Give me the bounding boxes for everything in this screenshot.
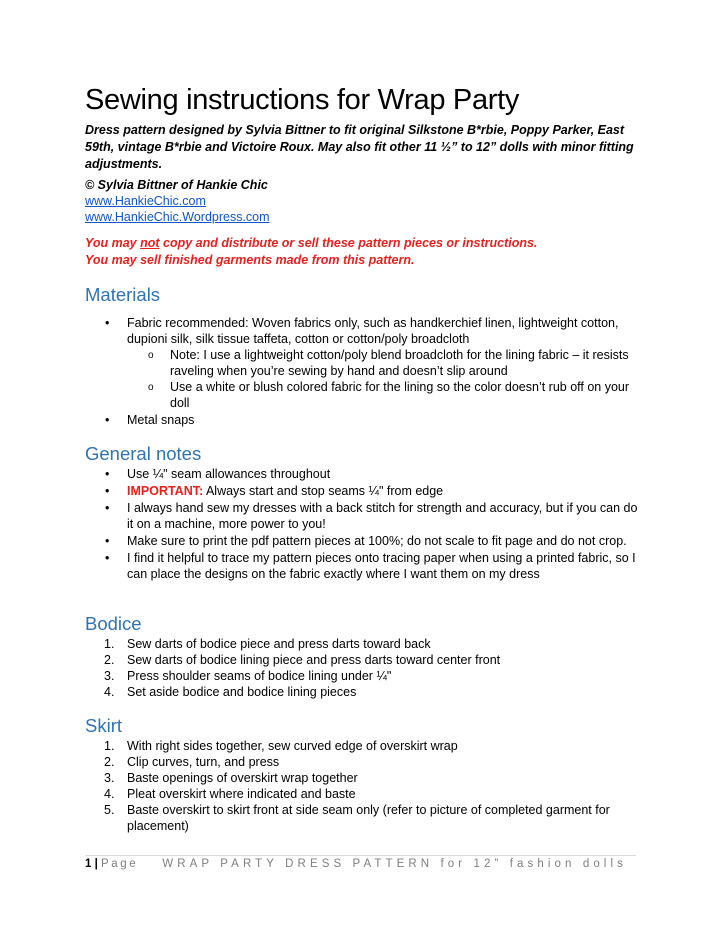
list-item: 1. Sew darts of bodice piece and press darts toward back	[104, 637, 431, 651]
page-word: Page	[101, 858, 139, 870]
page-number: 1	[85, 858, 92, 870]
bodice-steps	[85, 636, 645, 700]
list-item: • Use ¼" seam allowances throughout	[85, 466, 645, 482]
list-item: 2. Sew darts of bodice lining piece and press darts toward center front	[104, 653, 501, 667]
warning-emphasis: not	[140, 236, 160, 250]
copyright-notice: © Sylvia Bittner of Hankie Chic	[85, 178, 268, 192]
website-link[interactable]: www.HankieChic.com	[85, 194, 206, 208]
copyright-warning	[85, 235, 645, 269]
list-item: 1. With right sides together, sew curved edge of overskirt wrap	[104, 739, 458, 753]
footer-separator: |	[91, 858, 102, 870]
skirt-steps	[85, 738, 645, 834]
list-item: 3. Baste openings of overskirt wrap together	[104, 771, 358, 785]
list-item: o Note: I use a lightweight cotton/poly blend broadcloth for the lining fabric – it resists raveling when you’re sewing by hand and doesn’t slip around	[127, 347, 645, 379]
footer-title: WRAP PARTY DRESS PATTERN for 12” fashion dolls	[162, 858, 627, 870]
list-item: 5. Baste overskirt to skirt front at side seam only (refer to picture of completed garment for placement)	[104, 803, 610, 833]
materials-list	[85, 315, 645, 429]
list-item: • I always hand sew my dresses with a back stitch for strength and accuracy, but if you can do it on a machine, more power to you!	[85, 500, 645, 532]
warning-line-1: You may not copy and distribute or sell these pattern pieces or instructions.	[85, 236, 538, 250]
warning-line-2: You may sell finished garments made from this pattern.	[85, 253, 415, 267]
list-item: o Use a white or blush colored fabric for the lining so the color doesn’t rub off on your doll	[127, 379, 645, 411]
list-item: • Fabric recommended: Woven fabrics only, such as handkerchief linen, lightweight cotton, dupioni silk, silk tissue taffeta, cotton or cotton/poly broadcloth o Note: I use a lightweight cotton/poly blend broadcloth for the lining fabric – it resists raveling when you’re sewing by hand and doesn’t slip around o Use a white or blush colored fabric for the lining so the color doesn’t rub off on your doll	[85, 315, 645, 411]
materials-sublist	[127, 347, 645, 411]
blog-link[interactable]: www.HankieChic.Wordpress.com	[85, 210, 270, 224]
general-notes-list	[85, 466, 645, 583]
list-item: • Metal snaps	[85, 412, 645, 428]
list-item: 2. Clip curves, turn, and press	[104, 755, 280, 769]
footer-divider	[85, 855, 636, 856]
list-item: 4. Set aside bodice and bodice lining pieces	[104, 685, 357, 699]
list-item: • Make sure to print the pdf pattern pieces at 100%; do not scale to fit page and do not crop.	[85, 533, 645, 549]
page-title: Sewing instructions for Wrap Party	[85, 84, 520, 116]
skirt-heading: Skirt	[85, 715, 122, 736]
bodice-heading: Bodice	[85, 613, 142, 634]
page-footer	[85, 858, 627, 870]
general-notes-heading: General notes	[85, 443, 202, 464]
list-item: • IMPORTANT: Always start and stop seams ¼" from edge	[85, 483, 645, 499]
pattern-description: Dress pattern designed by Sylvia Bittner to fit original Silkstone B*rbie, Poppy Parker, East 59th, vintage B*rbie and Victoire Roux. May also fit other 11 ½” to 12” dolls with minor fitting adjustments.	[85, 123, 634, 171]
materials-heading: Materials	[85, 284, 161, 305]
list-item: • I find it helpful to trace my pattern pieces onto tracing paper when using a printed fabric, so I can place the designs on the fabric exactly where I want them on my dress	[85, 550, 645, 582]
list-item: 4. Pleat overskirt where indicated and baste	[104, 787, 356, 801]
important-label: IMPORTANT:	[127, 484, 204, 498]
list-item: 3. Press shoulder seams of bodice lining under ¼"	[104, 669, 392, 683]
